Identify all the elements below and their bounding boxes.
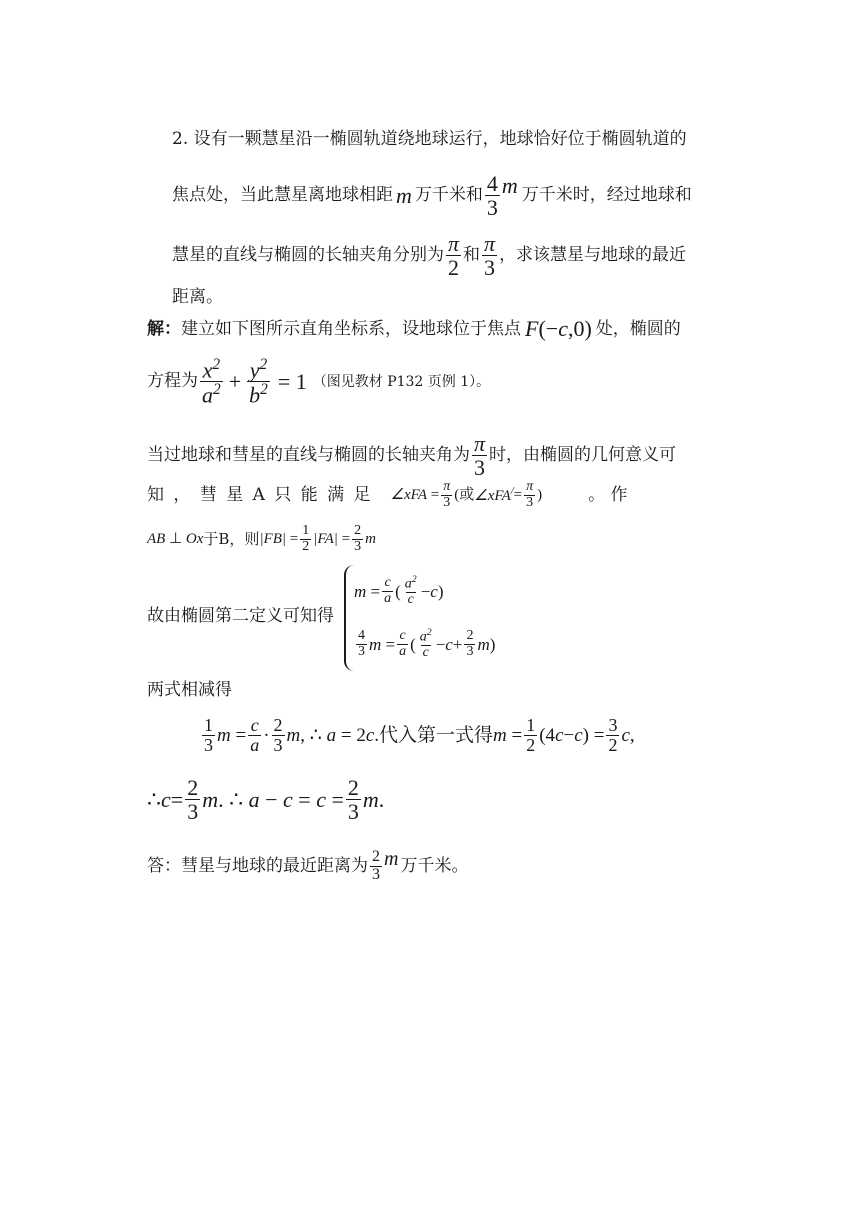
solution-line-6: 故由椭圆第二定义可知得 [147,606,334,626]
solution-line-9: ∴ c = $\frac{2}{3}$ m. ∴ a − c = c = $\frac{2}{3}$ m. [147,775,385,825]
equation-1: m = $\frac{c}{a}$ ( $\frac{a^2}{c}$ − c ) [354,573,444,608]
problem-line-2: 焦点处，当此慧星离地球相距 m 万千米和 $\frac{4}{3}$ m 万千米时，经过地球和 [172,171,692,221]
solution-line-1: 解： 建立如下图所示直角坐标系，设地球位于焦点 F(−c,0) 处，椭圆的 [147,316,681,341]
answer-line: 答： 彗星与地球的最近距离为 $\frac{2}{3}$ m 万千米。 [147,848,469,883]
solution-line-3: 当过地球和彗星的直线与椭圆的长轴夹角为 $\frac{\pi}{3}$ 时，由椭圆的几何意义可 [147,431,677,481]
problem-line-3: 慧星的直线与椭圆的长轴夹角分别为 $\frac{\pi}{2}$ 和 $\frac{\pi}{3}$ ，求该慧星与地球的最近 [172,231,687,281]
solution-line-8: $\frac{1}{3}$ m = $\frac{c}{a}$ · $\frac{2}{3}$ m, ∴ a = 2c. 代入第一式得 m = $\frac{1}{2}$ (4 c − c ) = $\frac{3}{2}$ c , [204,715,635,755]
solution-line-2: 方程为 $\frac{x^2}{a^2}$ + $\frac{y^2}{b^2}$ = 1 （图见教材 P132 页例 1）。 [147,356,491,408]
equation-2: $\frac{4}{3}$ m = $\frac{c}{a}$ ( $\frac{a^2}{c}$ − c + $\frac{2}{3}$ m ) [358,626,496,661]
solution-line-7: 两式相减得 [147,680,232,700]
problem-line-4: 距离。 [172,287,223,307]
equation-system [344,565,495,671]
problem-line-1: 2. 设有一颗慧星沿一椭圆轨道绕地球运行，地球恰好位于椭圆轨道的 [172,129,687,149]
solution-line-5: AB ⊥ Ox 于B，则 |FB| = $\frac{1}{2}$ |FA| = $\frac{2}{3}$ m [147,523,376,554]
solution-line-4: 知 ， 彗 星 A 只 能 满 足 ∠xFA = $\frac{\pi}{3}$ (或 ∠xFA/ = $\frac{\pi}{3}$ ) 。 作 [147,479,628,510]
